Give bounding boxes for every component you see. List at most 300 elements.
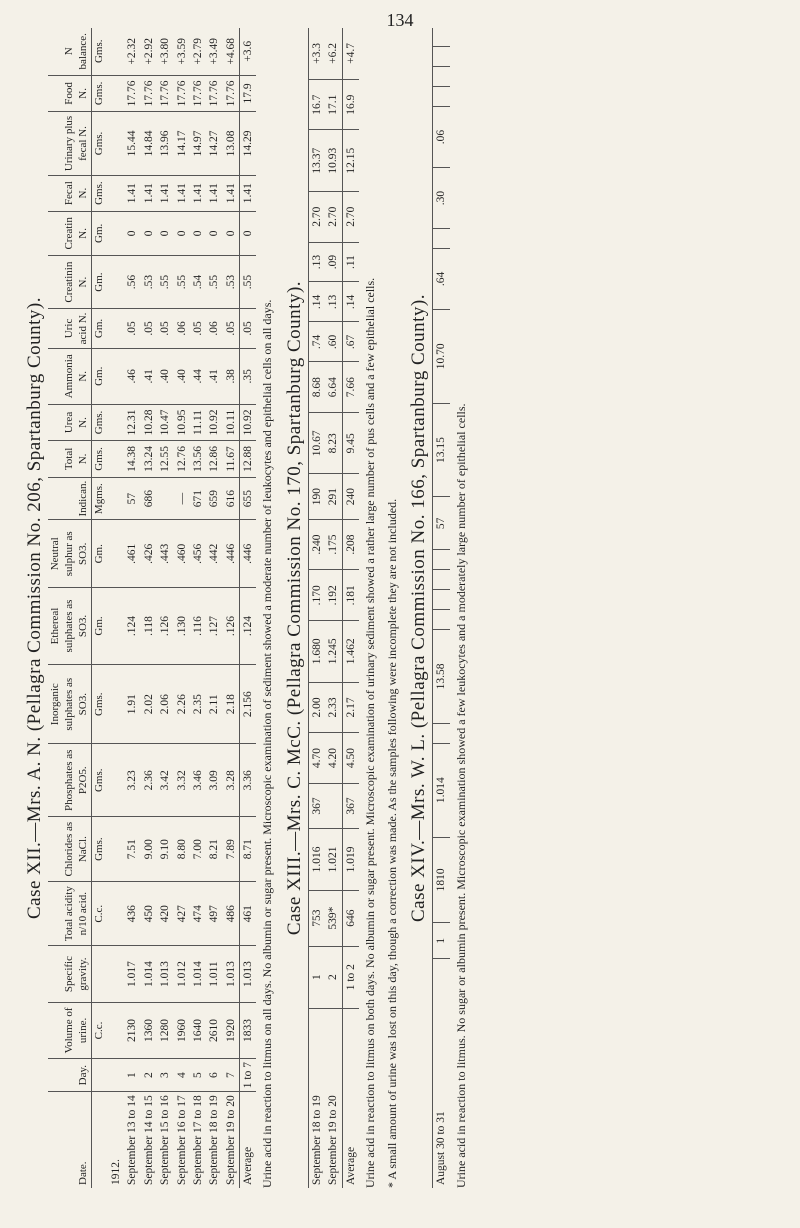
table-cell: 2.70 — [342, 191, 359, 242]
table-row — [433, 28, 450, 1188]
table-cell: 1.41 — [190, 175, 206, 211]
table-cell: 1833 — [240, 1002, 257, 1058]
table-cell: .38 — [223, 348, 240, 404]
table-cell: .60 — [325, 322, 342, 362]
table-cell: 1.019 — [342, 829, 359, 890]
table-cell: 10.93 — [325, 130, 342, 191]
table-cell — [108, 112, 124, 175]
table-cell: September 19 to 20 — [325, 1008, 342, 1188]
table-cell: 11.11 — [190, 404, 206, 440]
table-cell: 10.11 — [223, 404, 240, 440]
table-cell: 13.96 — [157, 112, 173, 175]
table-cell: 12.88 — [240, 441, 257, 478]
table-cell: +2.92 — [142, 37, 155, 65]
table-cell: 539* — [325, 890, 342, 946]
table-cell — [108, 28, 124, 75]
table-cell: 3 — [157, 1059, 173, 1092]
table-cell: 1.013 — [240, 946, 257, 1003]
table-cell: 10.70 — [433, 309, 450, 403]
table-cell: 1960 — [174, 1002, 190, 1058]
column-header: Uric acid N. — [48, 309, 92, 349]
table-cell: .14 — [308, 282, 325, 322]
unit-cell: Gms. — [92, 664, 108, 744]
table-cell: .460 — [174, 520, 190, 588]
table-cell: 367 — [308, 783, 325, 828]
table-cell: .05 — [223, 309, 240, 349]
table-cell: 1.014 — [433, 743, 450, 837]
table-cell: 1.014 — [190, 946, 206, 1003]
column-header: Volume of urine. — [48, 1002, 92, 1058]
table-cell: .53 — [141, 256, 157, 309]
table-cell — [108, 946, 124, 1003]
year-row — [108, 28, 124, 1188]
table-cell: 17.76 — [206, 75, 222, 112]
table-cell: +3.80 — [159, 37, 172, 65]
table-cell: 14.27 — [206, 112, 222, 175]
table-cell: .126 — [223, 588, 240, 665]
table-cell — [433, 723, 450, 743]
table-cell: 0 — [223, 211, 240, 255]
table-cell: 655 — [240, 477, 257, 520]
case-xiii-note: Urine acid in reaction to litmus on both days. No albumin or sugar present. Microscopic examination of urinary sediment showed a rather large number of pus cells and a few epithelial cells. — [363, 277, 378, 1188]
table-cell: 3.09 — [206, 744, 222, 817]
table-cell: 1.021 — [325, 829, 342, 890]
table-cell: 8.80 — [174, 817, 190, 882]
table-cell: 8.68 — [308, 362, 325, 413]
table-cell: +4.7 — [342, 28, 359, 79]
year-label: 1912. — [108, 1092, 124, 1188]
case-xiv-section — [408, 28, 469, 1188]
table-cell: 486 — [223, 882, 240, 946]
table-cell: 0 — [190, 211, 206, 255]
column-header: Urinary plus fecal N. — [48, 112, 92, 175]
table-cell: .175 — [325, 519, 342, 570]
table-cell: 1810 — [433, 837, 450, 923]
table-cell: .41 — [141, 348, 157, 404]
table-cell: 12.86 — [206, 441, 222, 478]
table-cell: 17.1 — [325, 79, 342, 130]
table-cell: .05 — [157, 309, 173, 349]
case-xiii-table — [308, 28, 359, 1188]
table-cell: 7.00 — [190, 817, 206, 882]
table-cell: 1 — [433, 923, 450, 959]
table-cell: September 14 to 15 — [141, 1092, 157, 1188]
table-cell: .54 — [190, 256, 206, 309]
table-cell: .30 — [433, 168, 450, 229]
table-cell: .118 — [141, 588, 157, 665]
table-cell: 13.24 — [141, 441, 157, 478]
table-cell: 427 — [174, 882, 190, 946]
table-cell: .446 — [223, 520, 240, 588]
table-cell: .13 — [325, 282, 342, 322]
table-cell — [433, 590, 450, 610]
table-cell: +2.79 — [191, 37, 204, 65]
table-cell: 616 — [223, 477, 240, 520]
table-cell: .124 — [240, 588, 257, 665]
table-cell: 17.9 — [240, 75, 257, 112]
table-cell: September 13 to 14 — [124, 1092, 140, 1188]
table-cell: 14.97 — [190, 112, 206, 175]
table-cell: .13 — [308, 242, 325, 282]
unit-cell — [92, 946, 108, 1003]
table-row — [325, 28, 342, 1188]
column-header: Indican. — [48, 477, 92, 520]
table-cell: 2.26 — [174, 664, 190, 744]
table-cell: 15.44 — [124, 112, 140, 175]
table-cell: .192 — [325, 570, 342, 621]
table-cell: .55 — [174, 256, 190, 309]
table-cell: 2.33 — [325, 682, 342, 733]
table-cell: 17.76 — [141, 75, 157, 112]
table-cell: .14 — [342, 282, 359, 322]
unit-cell: Gm. — [92, 520, 108, 588]
table-cell: September 18 to 19 — [308, 1008, 325, 1188]
table-cell: 3.46 — [190, 744, 206, 817]
table-cell: 6.64 — [325, 362, 342, 413]
table-cell — [433, 47, 450, 67]
table-cell: 659 — [206, 477, 222, 520]
table-cell: Average — [240, 1092, 257, 1188]
table-cell — [108, 477, 124, 520]
table-cell: 10.67 — [308, 413, 325, 474]
table-cell: 1.41 — [124, 175, 140, 211]
table-cell: 10.47 — [157, 404, 173, 440]
column-header-row — [48, 28, 92, 1188]
table-cell: 14.84 — [141, 112, 157, 175]
table-cell: .05 — [240, 309, 257, 349]
table-cell: +3.3 — [308, 28, 325, 79]
table-cell: .55 — [157, 256, 173, 309]
table-cell: 12.76 — [174, 441, 190, 478]
table-cell: +4.68 — [224, 37, 237, 65]
unit-cell: Gms. — [92, 744, 108, 817]
table-cell — [325, 783, 342, 828]
table-cell: 1.41 — [157, 175, 173, 211]
table-cell: 671 — [190, 477, 206, 520]
table-cell: 2.00 — [308, 682, 325, 733]
table-cell: 0 — [174, 211, 190, 255]
unit-cell: C.c. — [92, 882, 108, 946]
table-cell: 1.91 — [124, 664, 140, 744]
table-cell — [108, 404, 124, 440]
table-cell: 1.013 — [223, 946, 240, 1003]
unit-cell: Gms. — [92, 817, 108, 882]
table-cell: .06 — [174, 309, 190, 349]
table-cell: 190 — [308, 474, 325, 519]
table-row — [206, 28, 222, 1188]
table-cell — [433, 67, 450, 87]
table-cell — [108, 817, 124, 882]
table-row — [141, 28, 157, 1188]
table-cell: .208 — [342, 519, 359, 570]
table-cell: 3.32 — [174, 744, 190, 817]
column-header: Chlorides as NaCl. — [48, 817, 92, 882]
table-cell: 420 — [157, 882, 173, 946]
table-cell: 1.41 — [174, 175, 190, 211]
table-cell: .55 — [240, 256, 257, 309]
table-cell: 8.23 — [325, 413, 342, 474]
table-cell: 4.20 — [325, 733, 342, 784]
table-cell — [108, 588, 124, 665]
table-cell: 1.013 — [157, 946, 173, 1003]
table-cell: 4 — [174, 1059, 190, 1092]
table-cell: 2.02 — [141, 664, 157, 744]
table-cell: 2.11 — [206, 664, 222, 744]
table-cell: .67 — [342, 322, 359, 362]
table-cell: 2.18 — [223, 664, 240, 744]
table-cell: 1.016 — [308, 829, 325, 890]
table-cell: .44 — [190, 348, 206, 404]
column-header: Inorganic sulphates as SO3. — [48, 664, 92, 744]
table-cell: 1 to 2 — [342, 946, 359, 1008]
average-row — [342, 28, 359, 1188]
table-cell: September 17 to 18 — [190, 1092, 206, 1188]
table-cell — [108, 882, 124, 946]
table-cell: 12.31 — [124, 404, 140, 440]
table-cell: 1.245 — [325, 621, 342, 682]
table-cell: 1.680 — [308, 621, 325, 682]
table-cell: 2.70 — [325, 191, 342, 242]
table-cell: 0 — [141, 211, 157, 255]
table-cell: 2.35 — [190, 664, 206, 744]
table-cell: 2.06 — [157, 664, 173, 744]
table-cell — [108, 664, 124, 744]
table-cell: .41 — [206, 348, 222, 404]
table-cell: 17.76 — [223, 75, 240, 112]
table-cell: September 19 to 20 — [223, 1092, 240, 1188]
table-cell — [108, 1059, 124, 1092]
table-cell: 5 — [190, 1059, 206, 1092]
table-cell: 10.95 — [174, 404, 190, 440]
table-cell: .40 — [174, 348, 190, 404]
table-cell: 0 — [240, 211, 257, 255]
table-cell: 1 — [124, 1059, 140, 1092]
column-header: Ethereal sulphates as SO3. — [48, 588, 92, 665]
table-cell: 16.9 — [342, 79, 359, 130]
table-cell: .170 — [308, 570, 325, 621]
table-cell: 17.76 — [190, 75, 206, 112]
case-xiv-table — [432, 28, 449, 1188]
case-xiii-footnote: * A small amount of urine was lost on this day, though a correction was made. As the samples following were incomplete they are not included. — [384, 498, 399, 1188]
table-cell: .55 — [206, 256, 222, 309]
table-cell: 1 to 7 — [240, 1059, 257, 1092]
table-cell: 1 — [308, 946, 325, 1008]
table-cell: .40 — [157, 348, 173, 404]
table-cell: 2 — [325, 946, 342, 1008]
table-cell: .426 — [141, 520, 157, 588]
case-xiii-title: Case XIII.—Mrs. C. McC. (Pellagra Commission No. 170, Spartanburg County). — [283, 280, 305, 936]
table-cell: 12.55 — [157, 441, 173, 478]
table-cell: +3.59 — [175, 37, 188, 65]
column-header: Specific gravity. — [48, 946, 92, 1003]
table-cell: 686 — [141, 477, 157, 520]
page-number: 134 — [386, 10, 414, 30]
column-header: Urea N. — [48, 404, 92, 440]
table-cell: 3.28 — [223, 744, 240, 817]
table-cell: .35 — [240, 348, 257, 404]
table-cell: 17.76 — [174, 75, 190, 112]
table-cell: 0 — [124, 211, 140, 255]
table-cell — [108, 75, 124, 112]
table-cell: 57 — [124, 477, 140, 520]
unit-cell: Gms. — [92, 441, 108, 478]
case-xii-section — [24, 28, 276, 1188]
table-cell: 14.38 — [124, 441, 140, 478]
table-cell — [108, 348, 124, 404]
table-row — [124, 28, 140, 1188]
table-cell — [433, 229, 450, 249]
table-cell: 3.23 — [124, 744, 140, 817]
table-cell: 1640 — [190, 1002, 206, 1058]
table-cell: 14.29 — [240, 112, 257, 175]
unit-cell: Gms. — [93, 39, 106, 64]
table-cell: .06 — [433, 107, 450, 168]
table-cell: 0 — [206, 211, 222, 255]
table-cell: 7.51 — [124, 817, 140, 882]
table-cell: 8.71 — [240, 817, 257, 882]
table-cell: 1.011 — [206, 946, 222, 1003]
table-row — [174, 28, 190, 1188]
table-cell: 4.70 — [308, 733, 325, 784]
unit-cell: Gm. — [92, 588, 108, 665]
table-cell: 461 — [240, 882, 257, 946]
table-cell: .124 — [124, 588, 140, 665]
table-cell: .05 — [141, 309, 157, 349]
unit-cell: Gm. — [92, 256, 108, 309]
table-cell: 1.014 — [141, 946, 157, 1003]
table-cell: 3.36 — [240, 744, 257, 817]
unit-cell: Gms. — [92, 175, 108, 211]
table-cell: 2.36 — [141, 744, 157, 817]
table-cell — [433, 87, 450, 107]
case-xii-table — [48, 28, 256, 1188]
table-cell: .442 — [206, 520, 222, 588]
unit-cell: Gm. — [92, 309, 108, 349]
table-cell: 7 — [223, 1059, 240, 1092]
case-xiii-section — [284, 28, 400, 1188]
table-cell: +2.32 — [126, 37, 139, 65]
table-cell: 1280 — [157, 1002, 173, 1058]
table-cell: 2.70 — [308, 191, 325, 242]
table-cell: 6 — [206, 1059, 222, 1092]
table-cell: 13.37 — [308, 130, 325, 191]
table-cell — [108, 1002, 124, 1058]
table-cell: .240 — [308, 519, 325, 570]
case-xiv-note: Urine acid in reaction to litmus. No sugar or albumin present. Microscopic examination showed a few leukocytes and a moderately large number of epithelial cells. — [453, 403, 468, 1188]
table-cell: .53 — [223, 256, 240, 309]
table-cell: 2.156 — [240, 664, 257, 744]
table-cell: .181 — [342, 570, 359, 621]
table-cell: 240 — [342, 474, 359, 519]
table-cell: 9.45 — [342, 413, 359, 474]
table-cell — [108, 744, 124, 817]
table-row — [308, 28, 325, 1188]
table-cell: 8.21 — [206, 817, 222, 882]
unit-cell: Gms. — [92, 75, 108, 112]
table-cell: 13.08 — [223, 112, 240, 175]
table-cell — [108, 256, 124, 309]
unit-cell — [92, 1092, 108, 1188]
unit-cell: Mgms. — [92, 477, 108, 520]
table-cell: 17.76 — [124, 75, 140, 112]
column-header: Phosphates as P2O5. — [48, 744, 92, 817]
table-cell: 0 — [157, 211, 173, 255]
table-cell: .11 — [342, 242, 359, 282]
table-cell: .127 — [206, 588, 222, 665]
table-cell: .461 — [124, 520, 140, 588]
table-cell — [108, 211, 124, 255]
column-header: Total N. — [48, 441, 92, 478]
table-cell: August 30 to 31 — [433, 959, 450, 1188]
column-header: Day. — [48, 1059, 92, 1092]
unit-row — [92, 28, 108, 1188]
unit-cell: Gm. — [92, 211, 108, 255]
table-cell: 57 — [433, 497, 450, 550]
table-cell: .06 — [206, 309, 222, 349]
table-cell: 3.42 — [157, 744, 173, 817]
table-cell: 646 — [342, 890, 359, 946]
table-cell: 14.17 — [174, 112, 190, 175]
column-header: N balance. — [48, 28, 92, 75]
table-cell: 474 — [190, 882, 206, 946]
table-cell: 436 — [124, 882, 140, 946]
table-cell: .446 — [240, 520, 257, 588]
table-cell: 367 — [342, 783, 359, 828]
table-cell — [108, 175, 124, 211]
column-header: Fecal N. — [48, 175, 92, 211]
table-cell: .116 — [190, 588, 206, 665]
table-cell: September 18 to 19 — [206, 1092, 222, 1188]
table-cell — [108, 309, 124, 349]
column-header: Creatinin N. — [48, 256, 92, 309]
table-cell: 1920 — [223, 1002, 240, 1058]
table-cell: 2610 — [206, 1002, 222, 1058]
case-xii-title: Case XII.—Mrs. A. N. (Pellagra Commission No. 206, Spartanburg County). — [24, 297, 45, 919]
column-header: Total acidity n/10 acid. — [48, 882, 92, 946]
table-cell: 13.56 — [190, 441, 206, 478]
table-cell: .64 — [433, 248, 450, 309]
table-cell: 7.66 — [342, 362, 359, 413]
table-cell: 9.10 — [157, 817, 173, 882]
table-cell: 16.7 — [308, 79, 325, 130]
table-cell: 10.28 — [141, 404, 157, 440]
table-cell — [433, 570, 450, 590]
table-cell: .56 — [124, 256, 140, 309]
table-cell: 1.41 — [223, 175, 240, 211]
table-cell: 1.41 — [206, 175, 222, 211]
unit-cell: C.c. — [92, 1002, 108, 1058]
column-header: Food N. — [48, 75, 92, 112]
case-xiv-title: Case XIV.—Mrs. W. L. (Pellagra Commission No. 166, Spartanburg County). — [408, 294, 430, 922]
table-cell: .46 — [124, 348, 140, 404]
column-header: Neutral sulphur as SO3. — [48, 520, 92, 588]
table-cell: 1.462 — [342, 621, 359, 682]
table-row — [190, 28, 206, 1188]
table-cell: 1.41 — [141, 175, 157, 211]
table-row — [223, 28, 240, 1188]
table-cell: .05 — [190, 309, 206, 349]
table-cell: +6.2 — [327, 42, 340, 64]
table-cell: 2 — [141, 1059, 157, 1092]
table-cell: 10.92 — [206, 404, 222, 440]
table-cell: 12.15 — [342, 130, 359, 191]
table-cell — [108, 441, 124, 478]
table-cell: September 16 to 17 — [174, 1092, 190, 1188]
table-cell: 7.89 — [223, 817, 240, 882]
table-cell: 9.00 — [141, 817, 157, 882]
unit-cell: Gm. — [92, 348, 108, 404]
table-cell — [108, 520, 124, 588]
